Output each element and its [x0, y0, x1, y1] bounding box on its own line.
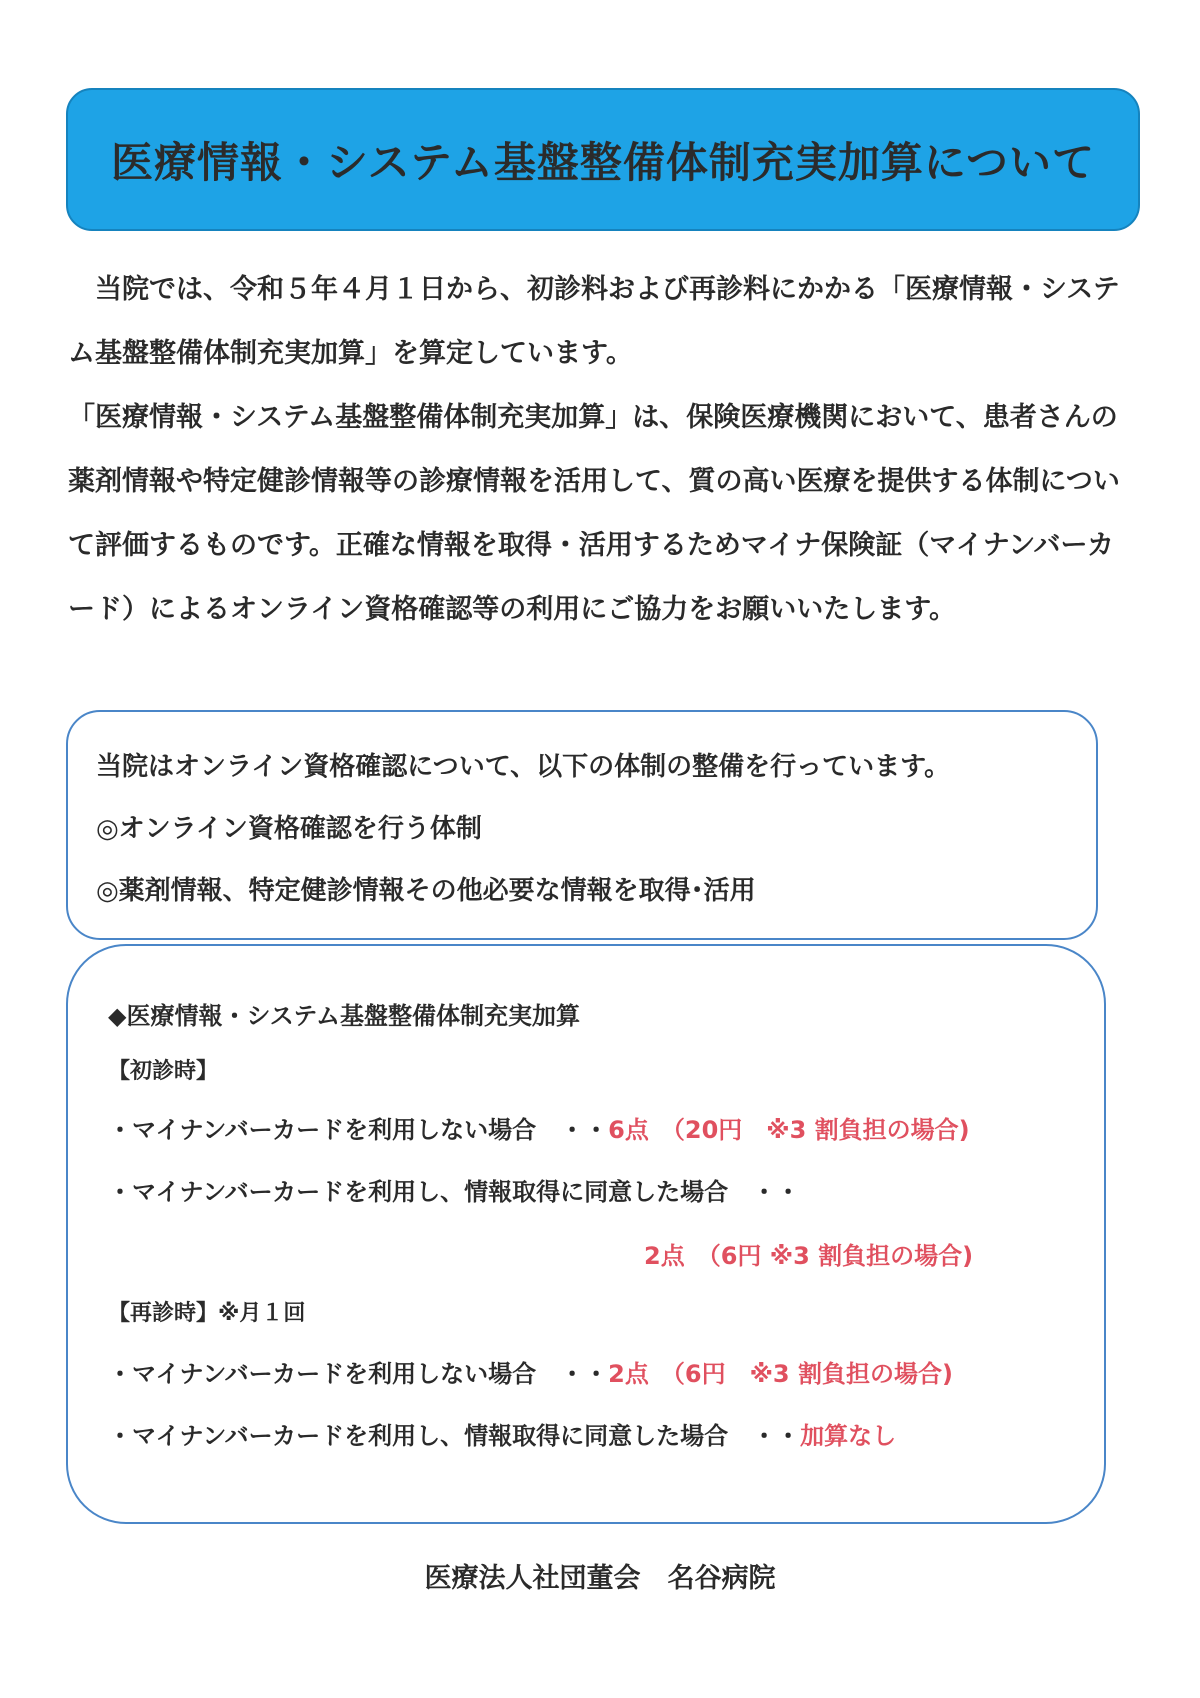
- online-box-heading: 当院はオンライン資格確認について、以下の体制の整備を行っています。: [96, 752, 951, 782]
- page-title: 医療情報・システム基盤整備体制充実加算について: [111, 137, 1095, 187]
- fee-row-text: ・マイナンバーカードを利用し、情報取得に同意した場合 ・・: [108, 1178, 801, 1206]
- intro-paragraph-1: 当院では、令和５年４月１日から、初診料および再診料にかかる「医療情報・システム基盤整備体制充実加算」を算定しています。: [68, 274, 1120, 369]
- fee-row-text: ・マイナンバーカードを利用しない場合 ・・: [108, 1360, 609, 1388]
- fee-row: [108, 1110, 970, 1145]
- fee-box-heading: ◆医療情報・システム基盤整備体制充実加算: [108, 1002, 581, 1030]
- intro-section: [68, 258, 1128, 642]
- revisit-label: 【再診時】※月１回: [108, 1301, 306, 1326]
- fee-row-amount: 2点 （6円 ※3 割負担の場合): [608, 1360, 953, 1388]
- fee-row: [108, 1354, 953, 1389]
- first-visit-label: 【初診時】: [108, 1059, 219, 1084]
- fee-box: [66, 944, 1106, 1524]
- fee-row-text: ・マイナンバーカードを利用しない場合 ・・: [108, 1116, 609, 1144]
- fee-row: [108, 1416, 896, 1451]
- online-box-item: ◎オンライン資格確認を行う体制: [96, 814, 482, 844]
- fee-row-text: ・マイナンバーカードを利用し、情報取得に同意した場合 ・・: [108, 1422, 801, 1450]
- hospital-name: 医療法人社団董会 名谷病院: [424, 1563, 776, 1594]
- fee-row-amount: 2点 （6円 ※3 割負担の場合): [644, 1242, 974, 1270]
- fee-row-amount: 6点 （20円 ※3 割負担の場合): [608, 1116, 970, 1144]
- title-banner: [66, 88, 1140, 231]
- intro-paragraph-2: 「医療情報・システム基盤整備体制充実加算」は、保険医療機関において、患者さんの薬剤情報や特定健診情報等の診療情報を活用して、質の高い医療を提供する体制について評価するものです。正確な情報を取得・活用するためマイナ保険証（マイナンバーカード）によるオンライン資格確認等の利用にご協力をお願いいたします。: [68, 402, 1120, 625]
- online-box-item: ◎薬剤情報、特定健診情報その他必要な情報を取得･活用: [96, 876, 756, 906]
- online-verification-box: [66, 710, 1098, 940]
- fee-row-amount: 加算なし: [800, 1422, 897, 1450]
